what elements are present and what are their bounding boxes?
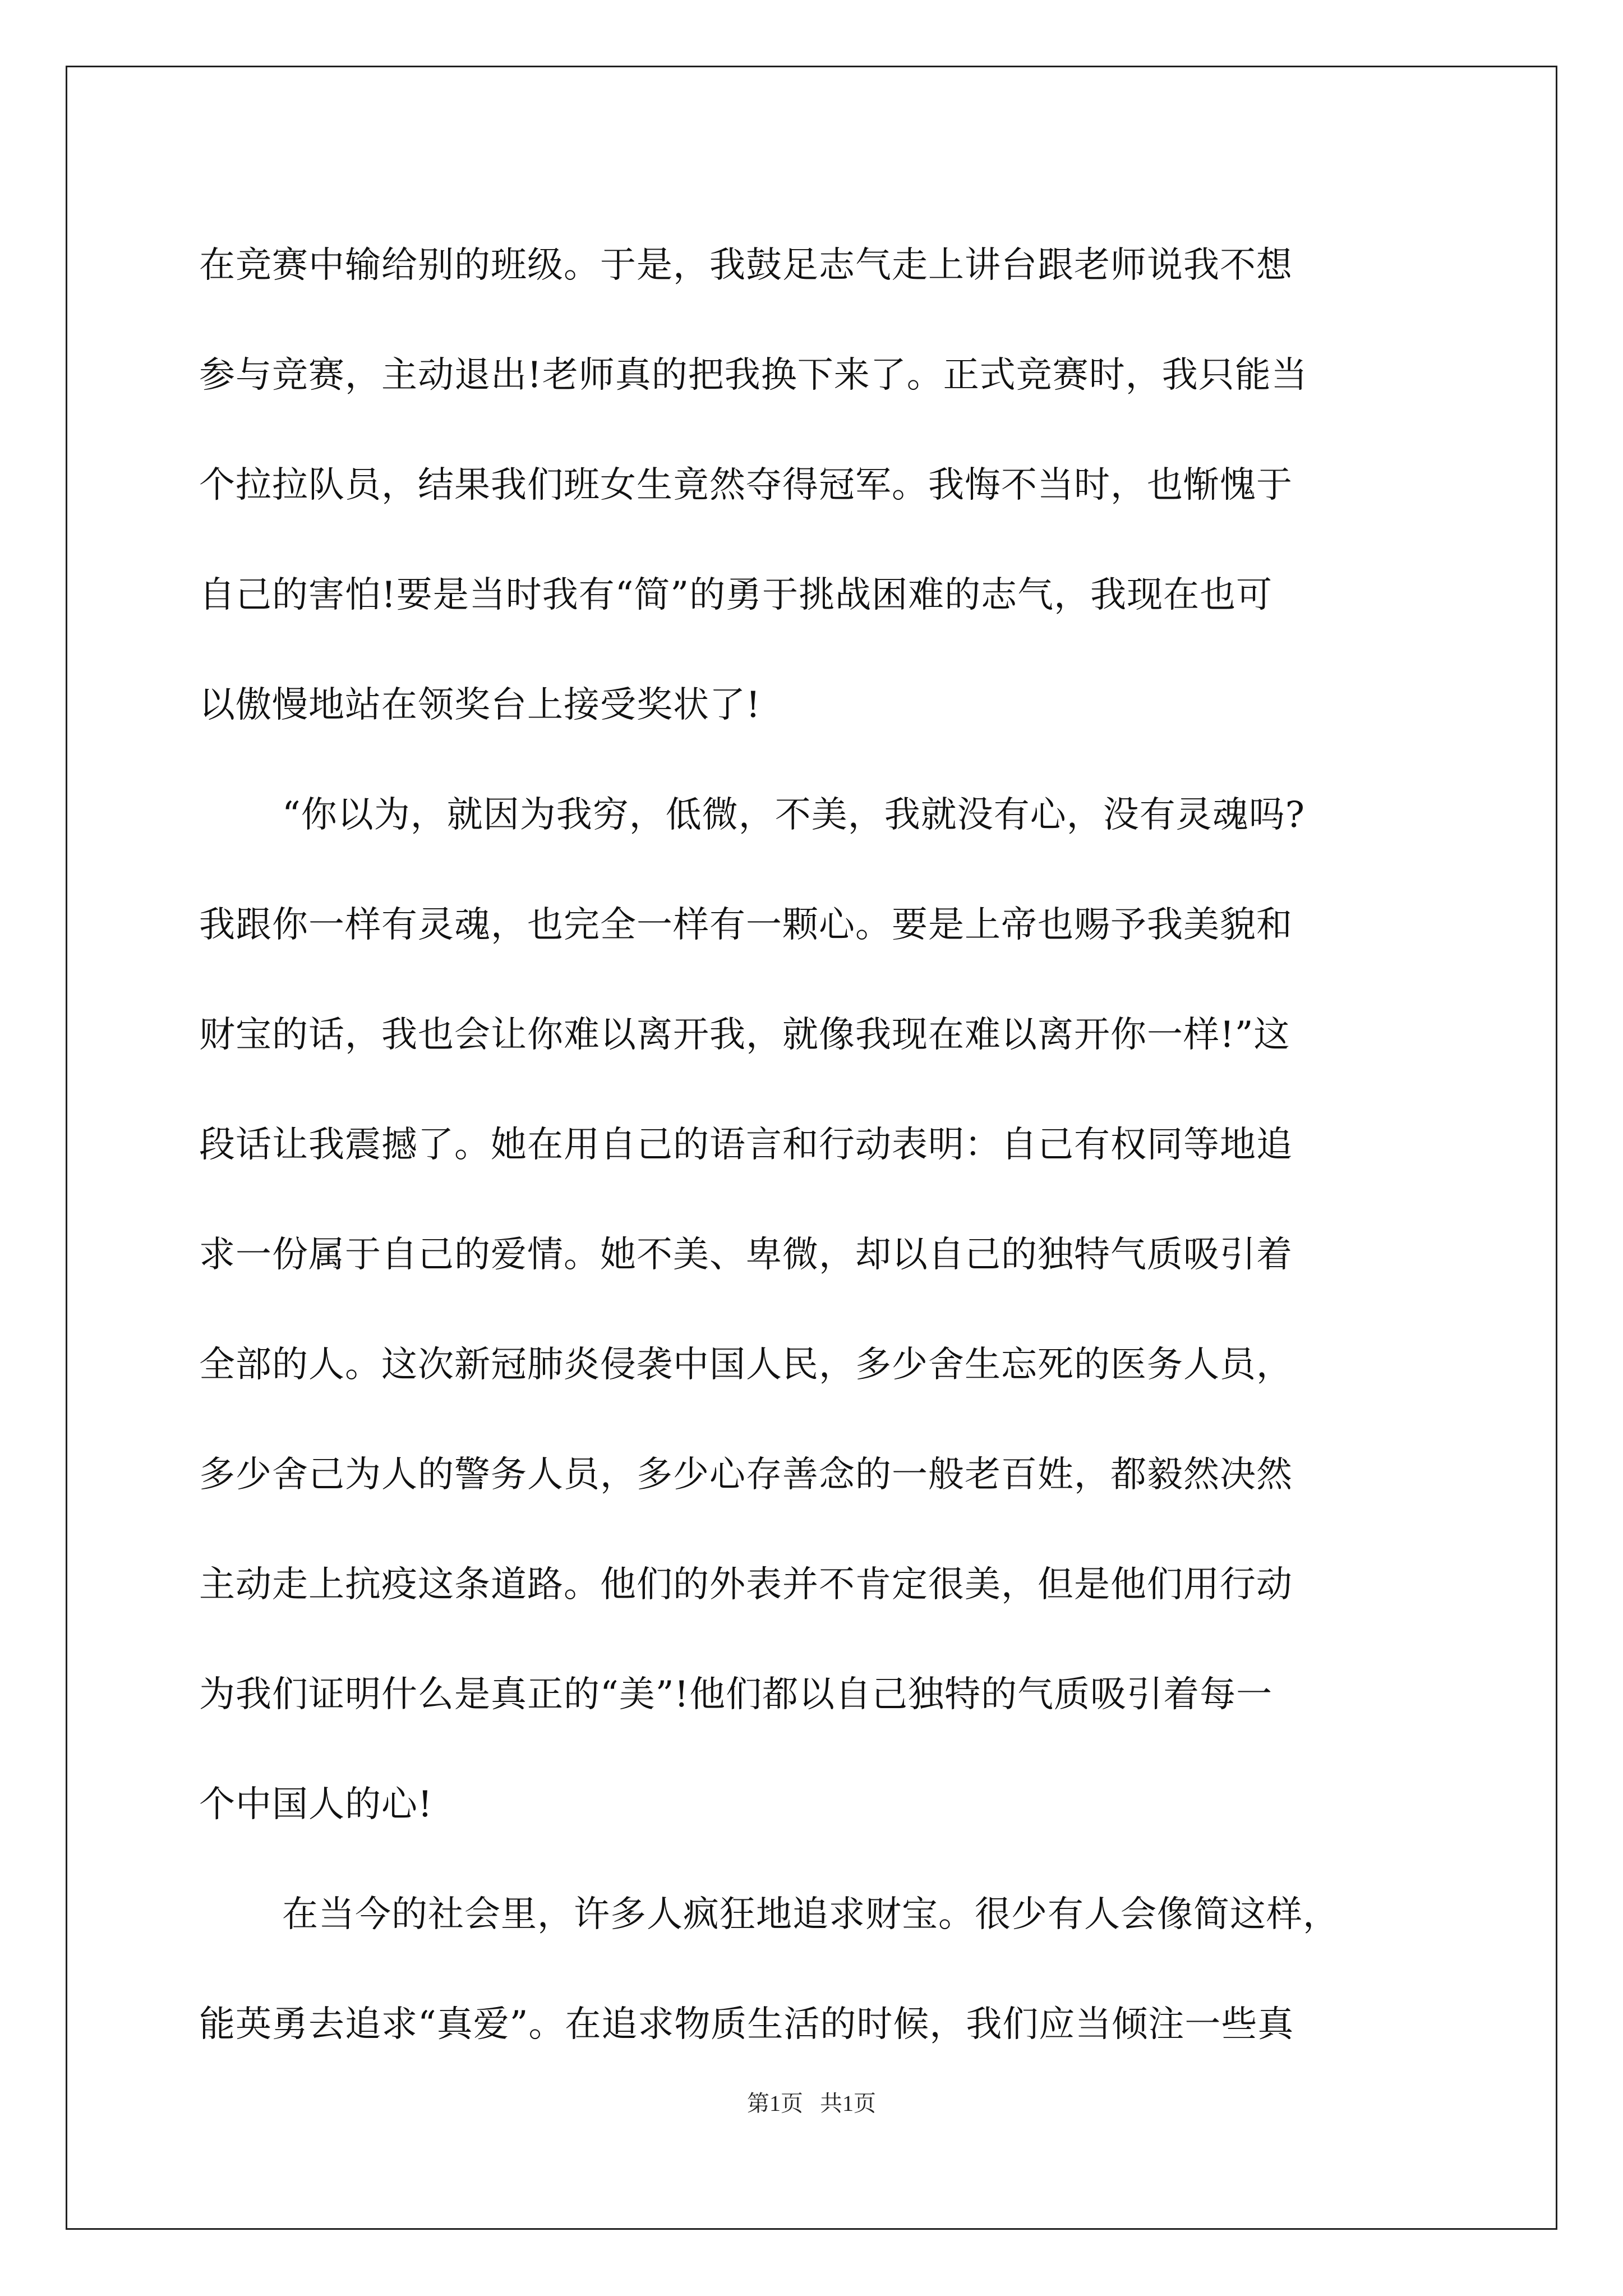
text-line: 以傲慢地站在领奖台上接受奖状了! bbox=[199, 684, 761, 726]
paragraph-first-line: 在当今的社会里，许多人疯狂地追求财宝。很少有人会像简这样， bbox=[282, 1894, 1339, 1935]
text-line: 主动走上抗疫这条道路。他们的外表并不肯定很美，但是他们用行动 bbox=[199, 1564, 1293, 1605]
text-line: 为我们证明什么是真正的“美”!他们都以自己独特的气质吸引着每一 bbox=[199, 1674, 1273, 1715]
text-line: 求一份属于自己的爱情。她不美、卑微，却以自己的独特气质吸引着 bbox=[199, 1234, 1293, 1276]
text-line: 段话让我震撼了。她在用自己的语言和行动表明：自己有权同等地追 bbox=[199, 1124, 1293, 1166]
text-line: 多少舍己为人的警务人员，多少心存善念的一般老百姓，都毅然决然 bbox=[199, 1454, 1293, 1496]
document-body bbox=[199, 210, 1427, 2079]
text-line: 参与竞赛，主动退出!老师真的把我换下来了。正式竞赛时，我只能当 bbox=[199, 355, 1308, 396]
text-line: 个拉拉队员，结果我们班女生竟然夺得冠军。我悔不当时，也惭愧于 bbox=[199, 464, 1293, 506]
text-line: 全部的人。这次新冠肺炎侵袭中国人民，多少舍生忘死的医务人员， bbox=[199, 1344, 1293, 1386]
text-line: 在竞赛中输给别的班级。于是，我鼓足志气走上讲台跟老师说我不想 bbox=[199, 245, 1293, 286]
text-line: 个中国人的心! bbox=[199, 1784, 433, 1825]
text-line: 我跟你一样有灵魂，也完全一样有一颗心。要是上帝也赐予我美貌和 bbox=[199, 904, 1293, 946]
text-line: 能英勇去追求“真爱”。在追求物质生活的时候，我们应当倾注一些真 bbox=[199, 2004, 1294, 2045]
paragraph-first-line: “你以为，就因为我穷，低微，不美，我就没有心，没有灵魂吗? bbox=[282, 794, 1306, 836]
page-number-footer: 第1页 共1页 bbox=[747, 2091, 876, 2116]
text-line: 财宝的话，我也会让你难以离开我，就像我现在难以离开你一样!”这 bbox=[199, 1014, 1290, 1056]
text-line: 自己的害怕!要是当时我有“简”的勇于挑战困难的志气，我现在也可 bbox=[199, 574, 1273, 616]
